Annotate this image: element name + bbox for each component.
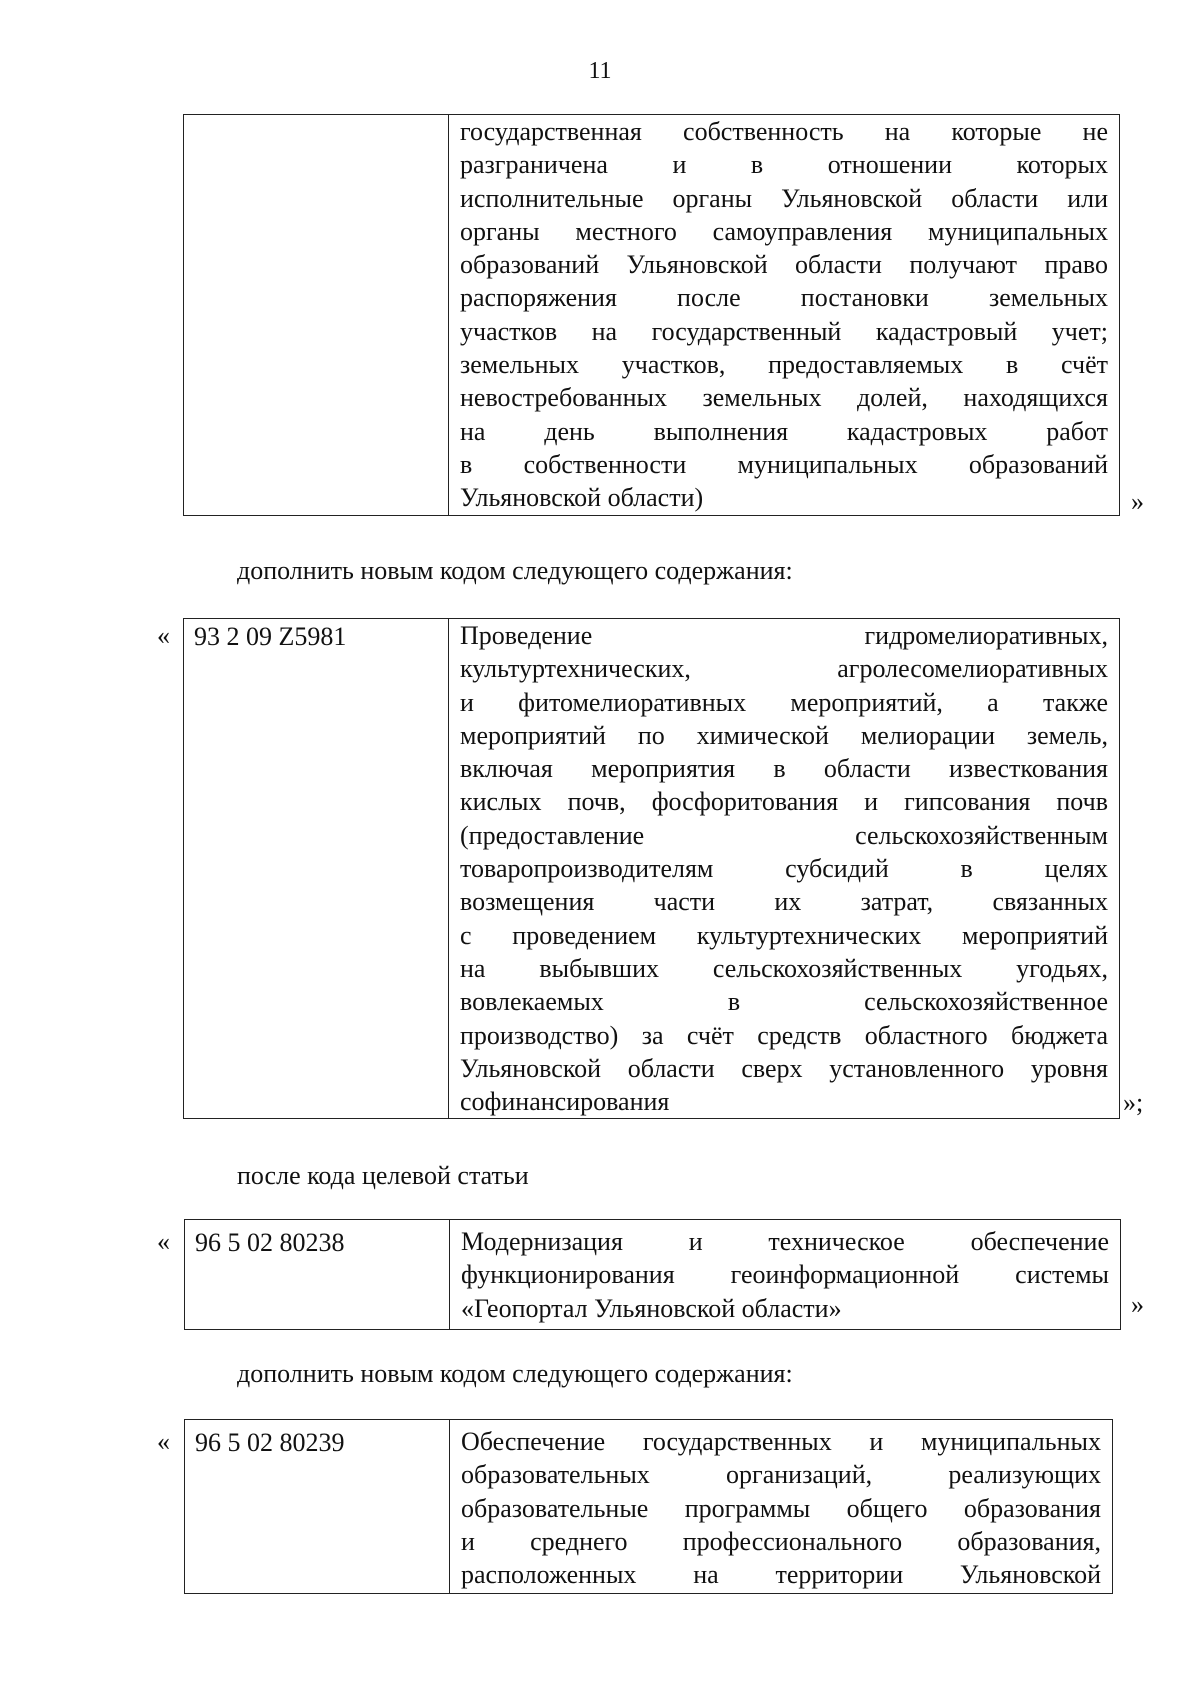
text-line: Обеспечение государственных и муниципальных bbox=[461, 1427, 1101, 1456]
open-quote: « bbox=[157, 1227, 170, 1256]
description-lines bbox=[460, 619, 1108, 1118]
text-line: образований Ульяновской области получают право bbox=[460, 250, 1108, 280]
table-row bbox=[185, 1220, 1121, 1330]
text-line: (предоставление сельскохозяйственным bbox=[460, 820, 1108, 850]
table-row bbox=[184, 115, 1120, 516]
close-quote: »; bbox=[1123, 1088, 1144, 1117]
target-article-table-4 bbox=[184, 1419, 1113, 1594]
text-line: образовательных организаций, реализующих bbox=[461, 1460, 1101, 1490]
code-cell: 96 5 02 80238 bbox=[185, 1220, 450, 1330]
text-line: участков на государственный кадастровый учет; bbox=[460, 316, 1108, 346]
text-line: Модернизация и техническое обеспечение bbox=[461, 1227, 1109, 1256]
text-line: с проведением культуртехнических мероприятий bbox=[460, 920, 1108, 950]
text-line: государственная собственность на которые не bbox=[460, 117, 1108, 146]
description-lines bbox=[461, 1225, 1109, 1325]
text-line: на выбывших сельскохозяйственных угодьях, bbox=[460, 953, 1108, 983]
text-line: образовательные программы общего образования bbox=[461, 1493, 1101, 1523]
text-line: в собственности муниципальных образований bbox=[460, 449, 1108, 479]
text-line: производство) за счёт средств областного бюджета bbox=[460, 1020, 1108, 1050]
text-line: «Геопортал Ульяновской области» bbox=[461, 1293, 842, 1323]
text-line: мероприятий по химической мелиорации земель, bbox=[460, 720, 1108, 750]
text-line: возмещения части их затрат, связанных bbox=[460, 887, 1108, 917]
description-cell bbox=[449, 115, 1120, 516]
table-row bbox=[185, 1420, 1113, 1594]
target-article-table-1 bbox=[183, 114, 1120, 516]
text-line: распоряжения после постановки земельных bbox=[460, 283, 1108, 313]
table-row bbox=[184, 619, 1120, 1119]
open-quote: « bbox=[157, 1427, 170, 1456]
instruction-paragraph: дополнить новым кодом следующего содержания: bbox=[237, 556, 793, 585]
description-cell bbox=[450, 1220, 1121, 1330]
text-line: культуртехнических, агролесомелиоративных bbox=[460, 654, 1108, 684]
code-cell: 93 2 09 Z5981 bbox=[184, 619, 449, 1119]
text-line: софинансирования bbox=[460, 1087, 670, 1117]
text-line: органы местного самоуправления муниципальных bbox=[460, 216, 1108, 246]
instruction-paragraph: после кода целевой статьи bbox=[237, 1161, 529, 1190]
description-cell bbox=[450, 1420, 1113, 1594]
instruction-paragraph: дополнить новым кодом следующего содержания: bbox=[237, 1359, 793, 1388]
text-line: исполнительные органы Ульяновской области или bbox=[460, 183, 1108, 213]
target-article-table-3 bbox=[184, 1219, 1121, 1330]
description-lines bbox=[461, 1425, 1101, 1591]
page-number: 11 bbox=[588, 58, 612, 84]
text-line: товаропроизводителям субсидий в целях bbox=[460, 854, 1108, 884]
text-line: и фитомелиоративных мероприятий, а также bbox=[460, 687, 1108, 717]
description-lines bbox=[460, 115, 1108, 515]
open-quote: « bbox=[157, 621, 170, 650]
close-quote: » bbox=[1131, 1290, 1144, 1319]
text-line: и среднего профессионального образования, bbox=[461, 1526, 1101, 1556]
text-line: невостребованных земельных долей, находящихся bbox=[460, 383, 1108, 413]
description-cell bbox=[449, 619, 1120, 1119]
code-cell: 96 5 02 80239 bbox=[185, 1420, 450, 1594]
target-article-table-2 bbox=[183, 618, 1120, 1119]
text-line: Проведение гидромелиоративных, bbox=[460, 621, 1108, 650]
text-line: вовлекаемых в сельскохозяйственное bbox=[460, 987, 1108, 1017]
code-cell bbox=[184, 115, 449, 516]
text-line: Ульяновской области) bbox=[460, 483, 704, 513]
text-line: расположенных на территории Ульяновской bbox=[461, 1560, 1101, 1590]
text-line: кислых почв, фосфоритования и гипсования почв bbox=[460, 787, 1108, 817]
close-quote: » bbox=[1131, 487, 1144, 516]
text-line: земельных участков, предоставляемых в счёт bbox=[460, 350, 1108, 380]
text-line: функционирования геоинформационной системы bbox=[461, 1260, 1109, 1290]
text-line: разграничена и в отношении которых bbox=[460, 150, 1108, 180]
text-line: включая мероприятия в области известкования bbox=[460, 754, 1108, 784]
text-line: на день выполнения кадастровых работ bbox=[460, 416, 1108, 446]
text-line: Ульяновской области сверх установленного уровня bbox=[460, 1053, 1108, 1083]
